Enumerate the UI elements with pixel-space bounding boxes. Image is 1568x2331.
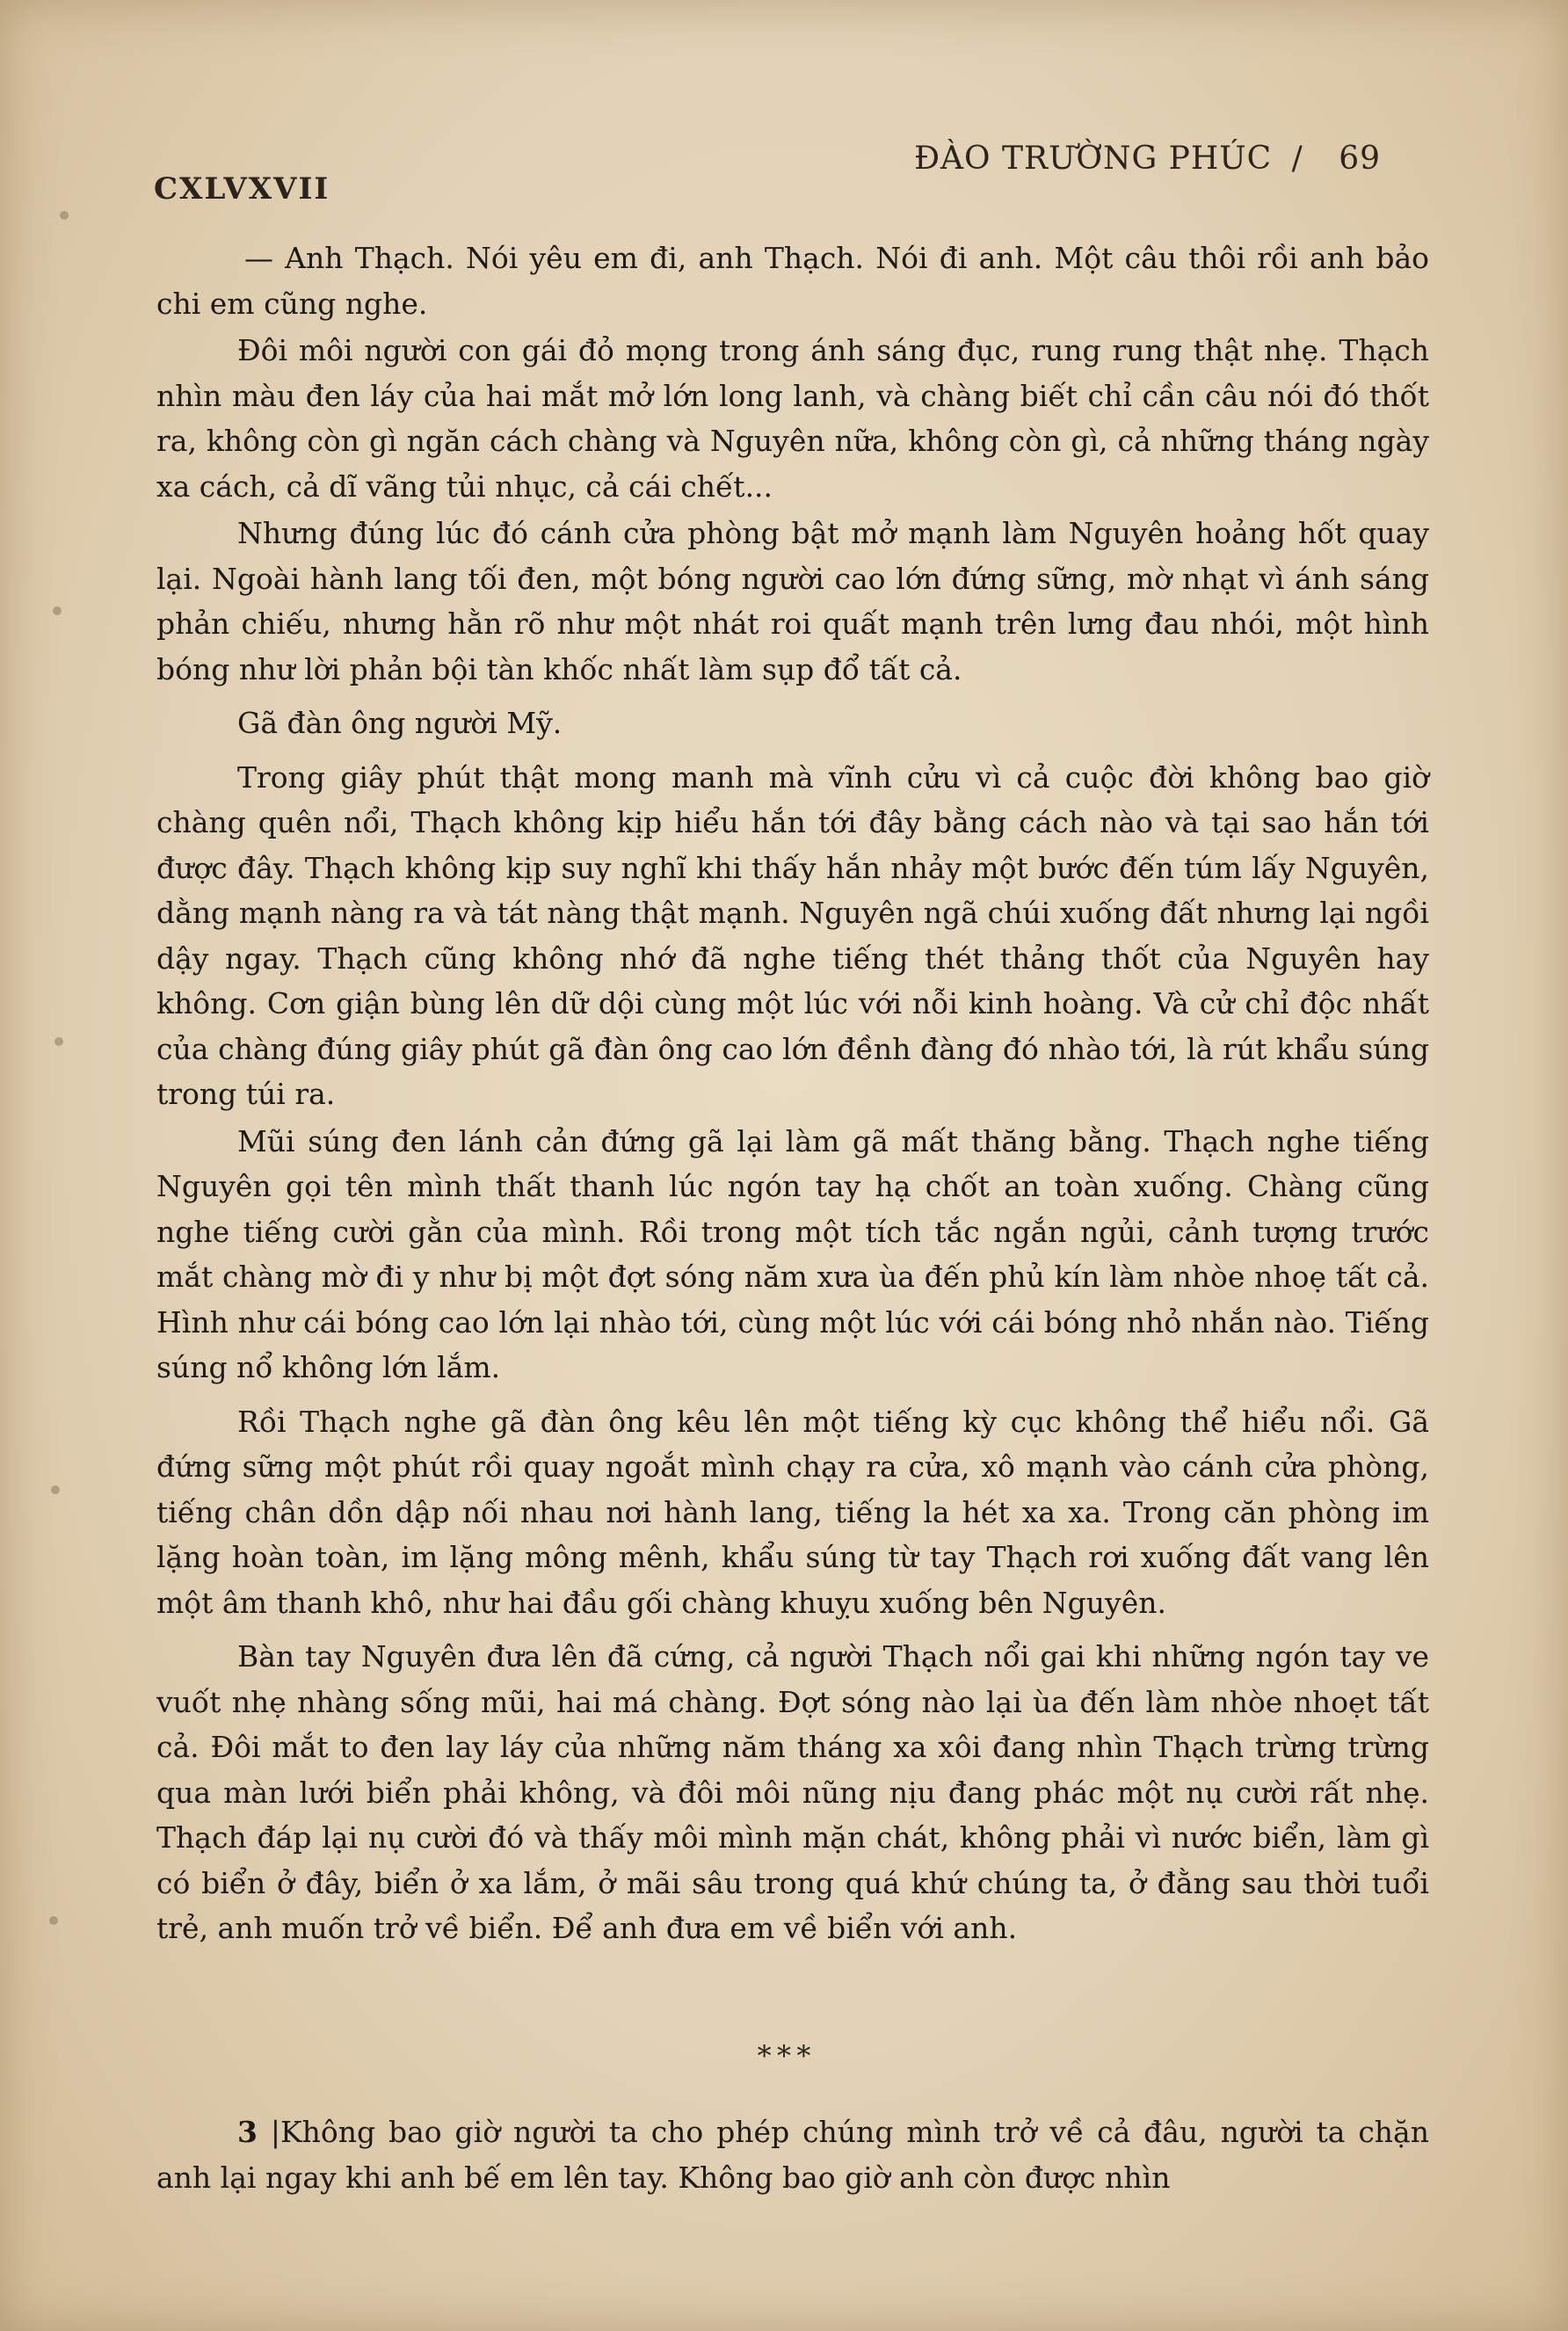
binding-hole-mark — [51, 1485, 60, 1494]
section-break: * * * — [757, 2039, 811, 2073]
header-separator: / — [1291, 141, 1303, 177]
binding-hole-mark — [54, 1037, 63, 1046]
paragraph: Bàn tay Nguyên đưa lên đã cứng, cả người Thạch nổi gai khi những ngón tay ve vuốt nhẹ nhàng sống mũi, hai má chàng. Đợt sóng nào lại ùa đến làm nhòe nhoẹt tất cả. Đôi mắt to đen lay láy của những năm tháng xa xôi đang nhìn Thạch trừng trừng qua màn lưới biển phải không, và đôi môi nũng nịu đang phác một nụ cười rất nhẹ. Thạch đáp lại nụ cười đó và thấy môi mình mặn chát, không phải vì nước biển, làm gì có biển ở đây, biển ở xa lắm, ở mãi sâu trong quá khứ chúng ta, ở đằng sau thời tuổi trẻ, anh muốn trở về biển. Để anh đưa em về biển với anh. — [156, 1639, 1429, 1945]
chapter-opening-text: Không bao giờ người ta cho phép chúng mình trở về cả đâu, người ta chặn anh lại ngay khi anh bế em lên tay. Không bao giờ anh còn được nhìn — [156, 2115, 1429, 2195]
paragraph: Trong giây phút thật mong manh mà vĩnh cửu vì cả cuộc đời không bao giờ chàng quên nổi, Thạch không kịp hiểu hắn tới đây bằng cách nào và tại sao hắn tới được đây. Thạch không kịp suy nghĩ khi thấy hắn nhảy một bước đến túm lấy Nguyên, dằng mạnh nàng ra và tát nàng thật mạnh. Nguyên ngã chúi xuống đất nhưng lại ngồi dậy ngay. Thạch cũng không nhớ đã nghe tiếng thét thảng thốt của Nguyên hay không. Cơn giận bùng lên dữ dội cùng một lúc với nỗi kinh hoàng. Và cử chỉ độc nhất của chàng đúng giây phút gã đàn ông cao lớn đềnh đàng đó nhào tới, là rút khẩu súng trong túi ra. — [156, 759, 1429, 1111]
paragraph: Nhưng đúng lúc đó cánh cửa phòng bật mở mạnh làm Nguyên hoảng hốt quay lại. Ngoài hành lang tối đen, một bóng người cao lớn đứng sững, mờ nhạt vì ánh sáng phản chiếu, nhưng hằn rõ như một nhát roi quất mạnh trên lưng đau nhói, một hình bóng như lời phản bội tàn khốc nhất làm sụp đổ tất cả. — [156, 516, 1429, 686]
chapter-number-separator: | — [270, 2115, 280, 2149]
author-name: ĐÀO TRƯỜNG PHÚC — [914, 141, 1273, 177]
chapter-number: 3 — [237, 2115, 258, 2149]
paragraph: — Anh Thạch. Nói yêu em đi, anh Thạch. Nói đi anh. Một câu thôi rồi anh bảo chi em cũng nghe. — [156, 241, 1429, 321]
binding-hole-mark — [53, 606, 62, 615]
paragraph: Đôi môi người con gái đỏ mọng trong ánh sáng đục, rung rung thật nhẹ. Thạch nhìn màu đen láy của hai mắt mở lớn long lanh, và chàng biết chỉ cần câu nói đó thốt ra, không còn gì ngăn cách chàng và Nguyên nữa, không còn gì, cả những tháng ngày xa cách, cả dĩ vãng tủi nhục, cả cái chết... — [156, 333, 1429, 504]
chapter-opening-paragraph — [156, 2110, 1429, 2200]
paragraph: Mũi súng đen lánh cản đứng gã lại làm gã mất thăng bằng. Thạch nghe tiếng Nguyên gọi tên mình thất thanh lúc ngón tay hạ chốt an toàn xuống. Chàng cũng nghe tiếng cười gằn của mình. Rồi trong một tích tắc ngắn ngủi, cảnh tượng trước mắt chàng mờ đi y như bị một đợt sóng năm xưa ùa đến phủ kín làm nhòe nhoẹ tất cả. Hình như cái bóng cao lớn lại nhào tới, cùng một lúc với cái bóng nhỏ nhắn nào. Tiếng súng nổ không lớn lắm. — [156, 1123, 1429, 1384]
paragraph: Rồi Thạch nghe gã đàn ông kêu lên một tiếng kỳ cục không thể hiểu nổi. Gã đứng sững một phút rồi quay ngoắt mình chạy ra cửa, xô mạnh vào cánh cửa phòng, tiếng chân dồn dập nối nhau nơi hành lang, tiếng la hét xa xa. Trong căn phòng im lặng hoàn toàn, im lặng mông mênh, khẩu súng từ tay Thạch rơi xuống đất vang lên một âm thanh khô, như hai đầu gối chàng khuỵu xuống bên Nguyên. — [156, 1404, 1429, 1620]
page-number: 69 — [1339, 141, 1382, 177]
binding-hole-mark — [49, 1916, 58, 1925]
body-text — [156, 236, 1429, 1951]
running-header-left: CXLVXVII — [154, 171, 330, 207]
binding-hole-mark — [60, 211, 69, 220]
next-chapter — [156, 2110, 1429, 2200]
running-header-right — [914, 141, 1381, 177]
paragraph: Gã đàn ông người Mỹ. — [237, 706, 563, 740]
